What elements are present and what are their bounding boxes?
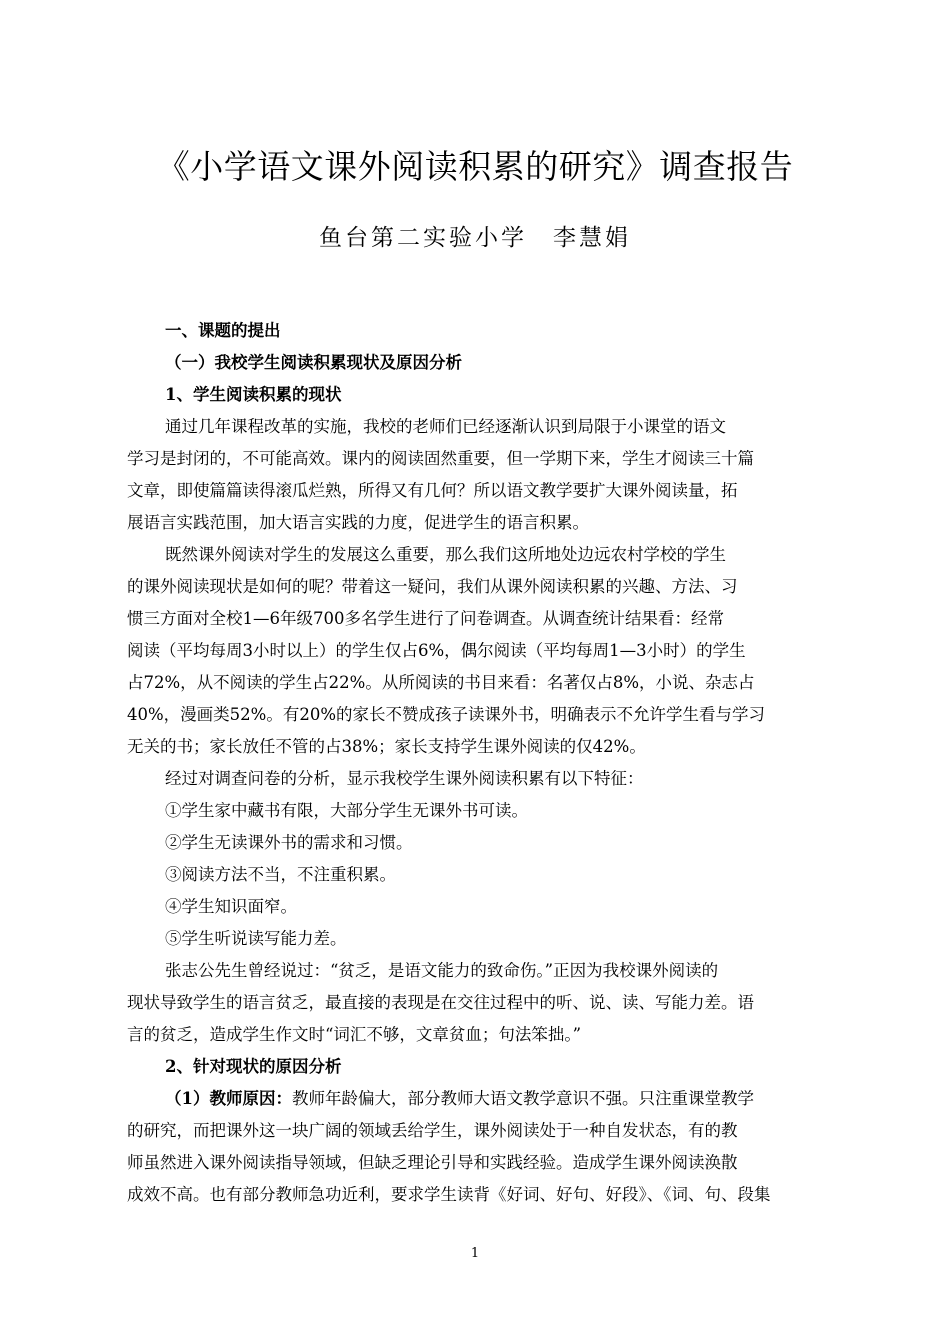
text-line [127, 667, 827, 699]
document-body [127, 315, 827, 1211]
line-text: ⑤学生听说读写能力差。 [165, 929, 347, 948]
line-text: 的研究，而把课外这一块广阔的领域丢给学生，课外阅读处于一种自发状态，有的教 [127, 1121, 738, 1140]
text-line [127, 923, 827, 955]
line-text: ①学生家中藏书有限，大部分学生无课外书可读。 [165, 801, 528, 820]
line-text: ③阅读方法不当，不注重积累。 [165, 865, 396, 884]
line-text: 惯三方面对全校1—6年级700多名学生进行了问卷调查。从调查统计结果看：经常 [127, 609, 724, 628]
text-line [127, 1115, 827, 1147]
section-heading [127, 1051, 827, 1083]
line-text: 的课外阅读现状是如何的呢？带着这一疑问，我们从课外阅读积累的兴趣、方法、习 [127, 577, 738, 596]
text-line [127, 1083, 827, 1115]
line-text: 成效不高。也有部分教师急功近利，要求学生读背《好词、好句、好段》、《词、句、段集 [127, 1185, 771, 1204]
line-text: 学习是封闭的，不可能高效。课内的阅读固然重要，但一学期下来，学生才阅读三十篇 [127, 449, 754, 468]
section-heading [127, 347, 827, 379]
line-text: 2、针对现状的原因分析 [165, 1057, 342, 1076]
line-text: 阅读（平均每周3小时以上）的学生仅占6%，偶尔阅读（平均每周1—3小时）的学生 [127, 641, 746, 660]
line-text: 40%，漫画类52%。有20%的家长不赞成孩子读课外书，明确表示不允许学生看与学习 [127, 705, 766, 724]
line-text: 1、学生阅读积累的现状 [165, 385, 342, 404]
line-text: 教师年龄偏大，部分教师大语文教学意识不强。只注重课堂教学 [291, 1089, 754, 1108]
line-text: ②学生无读课外书的需求和习惯。 [165, 833, 413, 852]
line-text: 无关的书；家长放任不管的占38%；家长支持学生课外阅读的仅42%。 [127, 737, 646, 756]
section-heading [127, 315, 827, 347]
text-line [127, 1147, 827, 1179]
text-line [127, 571, 827, 603]
line-text: 通过几年课程改革的实施，我校的老师们已经逐渐认识到局限于小课堂的语文 [165, 417, 726, 436]
author-line: 鱼台第二实验小学 李慧娟 [319, 225, 631, 251]
line-text: 现状导致学生的语言贫乏，最直接的表现是在交往过程中的听、说、读、写能力差。语 [127, 993, 754, 1012]
text-line [127, 603, 827, 635]
text-line [127, 1179, 827, 1211]
line-text: 占72%，从不阅读的学生占22%。从所阅读的书目来看：名著仅占8%，小说、杂志占 [127, 673, 755, 692]
text-line [127, 763, 827, 795]
line-text: 师虽然进入课外阅读指导领域，但缺乏理论引导和实践经验。造成学生课外阅读涣散 [127, 1153, 738, 1172]
line-text: 一、课题的提出 [165, 321, 281, 340]
line-text: 经过对调查问卷的分析，显示我校学生课外阅读积累有以下特征： [165, 769, 644, 788]
text-line [127, 475, 827, 507]
line-text: （一）我校学生阅读积累现状及原因分析 [165, 353, 462, 372]
text-line [127, 411, 827, 443]
line-text: ④学生知识面窄。 [165, 897, 297, 916]
line-text: 文章，即使篇篇读得滚瓜烂熟，所得又有几何？所以语文教学要扩大课外阅读量，拓 [127, 481, 738, 500]
page-number: 1 [470, 1246, 480, 1261]
text-line [127, 635, 827, 667]
text-line [127, 539, 827, 571]
line-text: 展语言实践范围，加大语言实践的力度，促进学生的语言积累。 [127, 513, 589, 532]
text-line [127, 859, 827, 891]
text-line [127, 891, 827, 923]
text-line [127, 699, 827, 731]
text-line [127, 827, 827, 859]
line-text: 张志公先生曾经说过：“贫乏，是语文能力的致命伤。”正因为我校课外阅读的 [165, 961, 719, 980]
text-line [127, 443, 827, 475]
text-line [127, 731, 827, 763]
page-title: 《小学语文课外阅读积累的研究》调查报告 [156, 147, 794, 186]
section-heading [127, 379, 827, 411]
line-text: 言的贫乏，造成学生作文时“词汇不够，文章贫血；句法笨拙。” [127, 1025, 582, 1044]
text-line [127, 795, 827, 827]
text-line [127, 1019, 827, 1051]
text-line [127, 987, 827, 1019]
text-line [127, 507, 827, 539]
line-text: 既然课外阅读对学生的发展这么重要，那么我们这所地处边远农村学校的学生 [165, 545, 726, 564]
text-line [127, 955, 827, 987]
run-in-heading: （1）教师原因： [165, 1089, 292, 1108]
